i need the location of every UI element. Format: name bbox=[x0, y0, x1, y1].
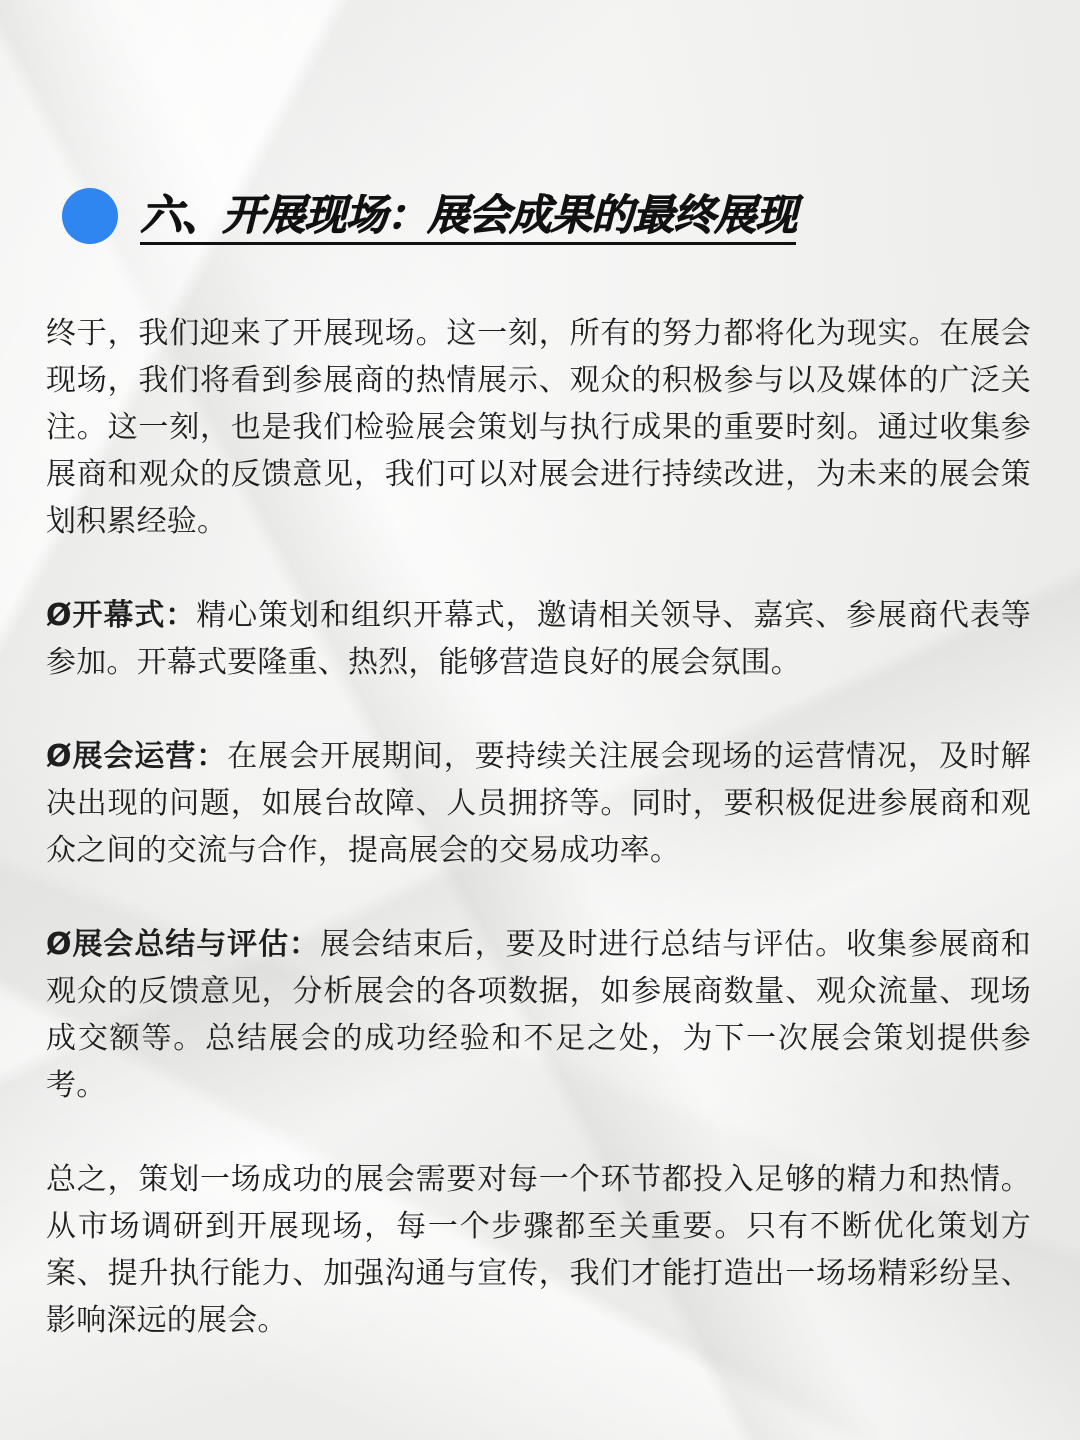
intro-paragraph: 终于，我们迎来了开展现场。这一刻，所有的努力都将化为现实。在展会现场，我们将看到参展商的热情展示、观众的积极参与以及媒体的广泛关注。这一刻，也是我们检验展会策划与执行成果的重要时刻。通过收集参展商和观众的反馈意见，我们可以对展会进行持续改进，为未来的展会策划积累经验。 bbox=[46, 316, 1031, 539]
article-body bbox=[46, 310, 1031, 1391]
heading-title: 六、开展现场：展会成果的最终展现 bbox=[140, 188, 796, 245]
bullet-text: 精心策划和组织开幕式，邀请相关领导、嘉宾、参展商代表等参加。开幕式要隆重、热烈，能够营造良好的展会氛围。 bbox=[46, 598, 1031, 680]
conclusion-paragraph: 总之，策划一场成功的展会需要对每一个环节都投入足够的精力和热情。从市场调研到开展现场，每一个步骤都至关重要。只有不断优化策划方案、提升执行能力、加强沟通与宣传，我们才能打造出一场场精彩纷呈、影响深远的展会。 bbox=[46, 1162, 1031, 1338]
blue-dot-icon bbox=[62, 188, 118, 244]
bullet-summary-evaluation bbox=[46, 921, 1031, 1109]
bullet-text: 展会结束后，要及时进行总结与评估。收集参展商和观众的反馈意见，分析展会的各项数据，如参展商数量、观众流量、现场成交额等。总结展会的成功经验和不足之处，为下一次展会策划提供参考。 bbox=[46, 927, 1031, 1103]
section-heading bbox=[62, 184, 796, 248]
bullet-text: 在展会开展期间，要持续关注展会现场的运营情况，及时解决出现的问题，如展台故障、人员拥挤等。同时，要积极促进参展商和观众之间的交流与合作，提高展会的交易成功率。 bbox=[46, 739, 1032, 868]
bullet-opening-ceremony bbox=[46, 592, 1031, 686]
bullet-lead: Ø展会运营： bbox=[46, 739, 228, 774]
bullet-lead: Ø开幕式： bbox=[46, 598, 197, 633]
bullet-lead: Ø展会总结与评估： bbox=[46, 927, 321, 962]
bullet-operation bbox=[46, 733, 1031, 874]
